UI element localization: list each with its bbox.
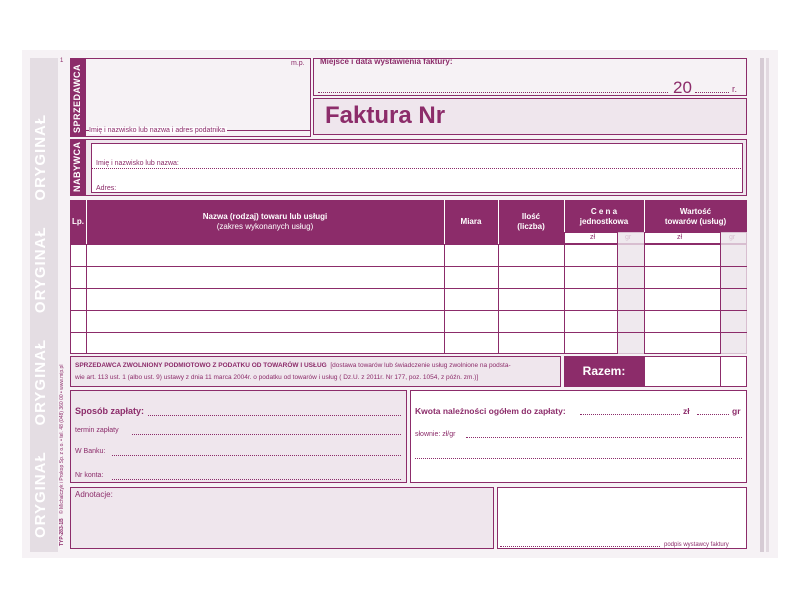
- payment-account-line[interactable]: [112, 479, 401, 480]
- year-line: [695, 92, 729, 93]
- year-prefix: 20: [673, 78, 692, 97]
- table-row-line-2: [70, 288, 747, 289]
- header-divider-3: [498, 200, 499, 244]
- buyer-name-line: [91, 168, 743, 169]
- payment-account-label: Nr konta:: [75, 472, 104, 479]
- amount-words-line-2[interactable]: [415, 458, 742, 459]
- side-company: © Michalczyk i Prokop Sp. z o.o. • tel. 48 (048) 360 00 • www.mip.pl: [59, 364, 65, 515]
- payment-bank-line[interactable]: [112, 455, 401, 456]
- side-company-text: [58, 58, 68, 552]
- col-line-lp: [86, 244, 87, 354]
- notes-label: Adnotacje:: [75, 490, 113, 499]
- table-row-line-4: [70, 332, 747, 333]
- total-label: Razem:: [582, 364, 626, 378]
- buyer-vertical-label: NABYWCA: [72, 141, 82, 192]
- header-price: C e n a: [590, 207, 618, 216]
- header-name-sub: (zakres wykonanych usług): [216, 222, 314, 231]
- table-row-line-1: [70, 266, 747, 267]
- invoice-title: Faktura Nr: [325, 102, 446, 129]
- exemption-text: [75, 360, 558, 384]
- header-qty: Ilość: [521, 212, 541, 221]
- header-value-sub: towarów (usług): [664, 217, 727, 226]
- side-code: TYP-283-1B: [59, 518, 65, 546]
- total-divider: [720, 356, 721, 387]
- col-line-price-zl: [617, 232, 618, 354]
- amount-words-label: słownie: zł/gr: [415, 431, 456, 438]
- payment-method-line[interactable]: [148, 415, 401, 416]
- price-gr-column: [617, 232, 644, 354]
- seller-vertical-bar: [70, 58, 86, 137]
- total-value-box[interactable]: [644, 356, 747, 387]
- header-divider-2: [444, 200, 445, 244]
- header-unit: Miara: [460, 217, 482, 226]
- amount-zl: zł: [683, 406, 690, 416]
- year-suffix: r.: [732, 84, 738, 94]
- col-line-value-zl: [720, 232, 721, 354]
- amount-gr: gr: [732, 406, 741, 416]
- seller-vertical-label: SPRZEDAWCA: [72, 63, 82, 133]
- oryginal-label-2: ORYGINAŁ: [32, 338, 49, 426]
- header-qty-sub: (liczba): [517, 222, 545, 231]
- value-gr-column: [720, 232, 747, 354]
- value-zl: zł: [677, 234, 683, 241]
- payment-bank-label: W Banku:: [75, 448, 106, 455]
- oryginal-label-1: ORYGINAŁ: [32, 451, 49, 538]
- amount-zl-line[interactable]: [580, 414, 680, 415]
- exemption-line1: [dostawa towarów lub świadczenie usług zwolnione na podsta-: [330, 362, 511, 369]
- header-price-sub: jednostkowa: [579, 217, 629, 226]
- header-name: Nazwa (rodzaj) towaru lub usługi: [202, 212, 328, 221]
- header-value: Wartość: [679, 207, 712, 216]
- right-edge-stripe-2: [766, 58, 769, 552]
- side-oryginal-stamp: [30, 58, 58, 552]
- payment-method-label: Sposób zapłaty:: [75, 406, 145, 416]
- col-line-name: [444, 244, 445, 354]
- table-body: [70, 244, 747, 354]
- signature-box[interactable]: [497, 487, 747, 549]
- place-date-label: Miejsce i data wystawienia faktury:: [320, 57, 453, 66]
- table-row-line-3: [70, 310, 747, 311]
- col-line-unit: [498, 244, 499, 354]
- header-divider-1: [86, 200, 87, 244]
- col-line-qty: [564, 244, 565, 354]
- seller-mp: m.p.: [291, 60, 305, 67]
- signature-caption: podpis wystawcy faktury: [664, 542, 729, 548]
- payment-term-line[interactable]: [132, 434, 401, 435]
- buyer-address-label: Adres:: [96, 185, 117, 192]
- header-lp: Lp.: [72, 217, 84, 226]
- price-zl: zł: [590, 234, 596, 241]
- oryginal-label-4: ORYGINAŁ: [32, 113, 49, 201]
- seller-box[interactable]: [86, 58, 311, 137]
- buyer-vertical-bar: [70, 139, 86, 196]
- exemption-line2: wie art. 113 ust. 1 (albo ust. 9) ustawy z dnia 11 marca 2004r. o podatku od towarów i usług ( Dz.U. z 2011r. Nr 177, poz. 1054, z późn. zm.)]: [75, 374, 479, 381]
- amount-words-line-1[interactable]: [466, 437, 742, 438]
- buyer-name-label: Imię i nazwisko lub nazwa:: [96, 160, 179, 167]
- oryginal-label-3: ORYGINAŁ: [32, 226, 49, 314]
- signature-line: [500, 546, 660, 547]
- seller-caption: Imię i nazwisko lub nazwa i adres podatnika: [89, 127, 226, 134]
- payment-box: [70, 390, 407, 483]
- seller-tag: 1: [60, 58, 64, 64]
- col-line-price: [644, 232, 645, 354]
- right-edge-stripe-1: [760, 58, 764, 552]
- amount-gr-line[interactable]: [697, 414, 729, 415]
- exemption-heading: SPRZEDAWCA ZWOLNIONY PODMIOTOWO Z PODATKU OD TOWARÓW I USŁUG: [75, 362, 327, 369]
- place-date-line: [318, 92, 668, 93]
- payment-term-label: termin zapłaty: [75, 427, 119, 434]
- notes-box[interactable]: [70, 487, 494, 549]
- amount-label: Kwota należności ogółem do zapłaty:: [415, 406, 566, 416]
